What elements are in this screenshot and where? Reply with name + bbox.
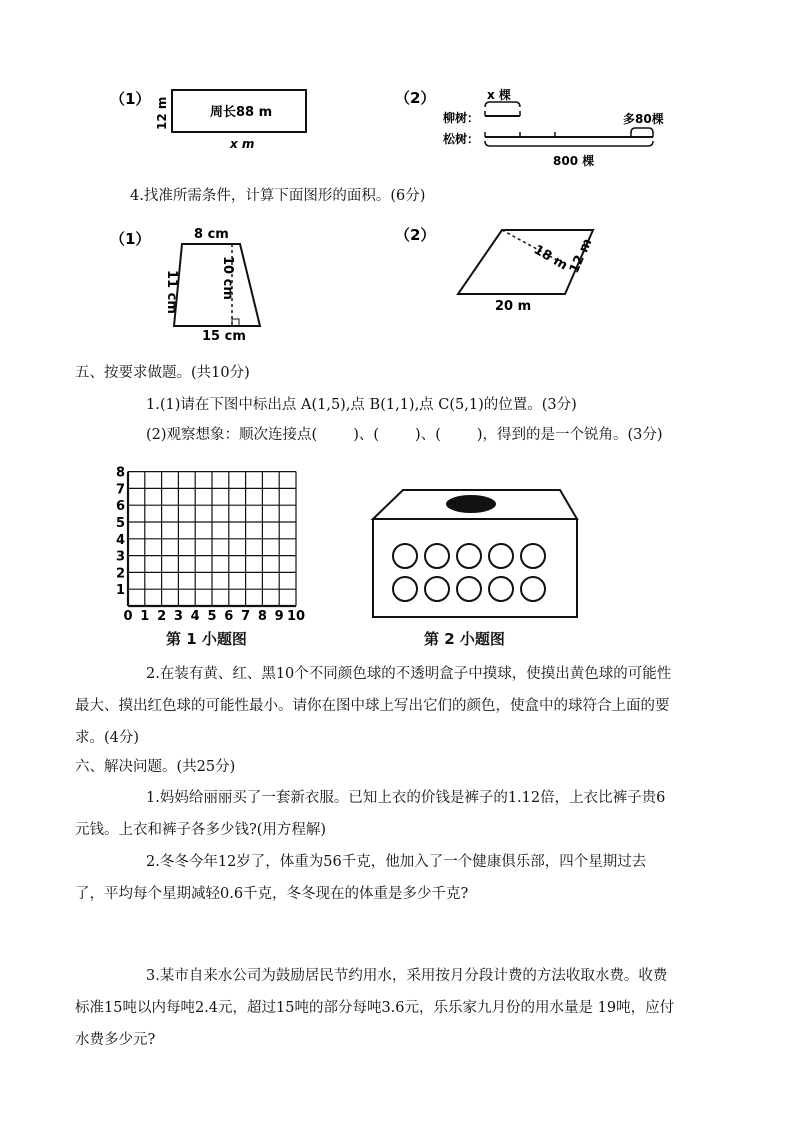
rectangle-width-label: x m: [230, 137, 255, 151]
fig1-label: （1）: [110, 90, 151, 108]
y-tick-label: 3: [115, 549, 125, 565]
section6-title: 六、解决问题。(共25分): [75, 759, 236, 775]
parallelogram-diagonal-label: 18 m: [531, 242, 570, 274]
willow-label: 柳树：: [443, 111, 480, 125]
x-tick-label: 2: [157, 609, 167, 624]
trapezoid-label: （1）: [110, 230, 151, 248]
y-tick-label: 6: [115, 499, 125, 515]
rectangle-height-label: 12 m: [155, 96, 169, 130]
section6-q1: 1.妈妈给丽丽买了一套新衣服。已知上衣的价钱是裤子的1.12倍，上衣比裤子贵6元钱。上衣和裤子各多少钱?(用方程解): [75, 790, 666, 838]
y-tick-label: 5: [115, 516, 125, 531]
tree-line-figure: [395, 85, 675, 175]
trapezoid-figure: [110, 222, 280, 346]
section5-title: 五、按要求做题。(共10分): [75, 365, 250, 381]
section5-q1a: 1.(1)请在下图中标出点 A(1,5),点 B(1,1),点 C(5,1)的位置。(3分): [146, 397, 577, 413]
y-tick-label: 2: [115, 566, 125, 582]
x-tick-label: 3: [173, 609, 183, 624]
fig2-label: （2）: [395, 89, 436, 107]
trapezoid-height-label: 10 cm: [220, 256, 235, 300]
x-tick-label: 8: [257, 609, 267, 624]
section5-q2: 2.在装有黄、红、黑10个不同颜色球的不透明盒子中摸球，使摸出黄色球的可能性最大、摸出红色球的可能性最小。请你在图中球上写出它们的颜色，使盒中的球符合上面的要求。(4分): [75, 666, 672, 746]
trapezoid-left-label: 11 cm: [164, 270, 179, 314]
x-tick-label: 9: [274, 609, 284, 624]
box-opening: [446, 495, 496, 513]
trapezoid-shape: [174, 244, 260, 326]
more-label: 多80棵: [623, 112, 664, 126]
section6-q3: 3.某市自来水公司为鼓励居民节约用水，采用按月分段计费的方法收取水费。收费标准15吨以内每吨2.4元，超过15吨的部分每吨3.6元，乐乐家九月份的用水量是 19吨，应付水费多少元?: [75, 968, 675, 1048]
parallelogram-side-label: 12 m: [566, 236, 596, 276]
x-tick-label: 10: [286, 609, 306, 624]
parallelogram-label: （2）: [395, 226, 436, 244]
section5-q1b: (2)观察想象：顺次连接点( )、( )、( )，得到的是一个锐角。(3分): [146, 427, 663, 443]
x-tick-label: 6: [224, 609, 234, 624]
rectangle-perimeter-text: 周长88 m: [210, 105, 273, 120]
rectangle-figure: [110, 82, 320, 154]
grid-caption: 第 1 小题图: [166, 630, 247, 648]
coordinate-grid: [112, 456, 312, 656]
trapezoid-top-label: 8 cm: [194, 227, 229, 242]
parallelogram-base-label: 20 m: [495, 299, 532, 314]
y-tick-label: 4: [115, 532, 125, 548]
y-tick-label: 8: [115, 465, 125, 481]
y-tick-label: 7: [115, 482, 125, 498]
x-tick-label: 7: [241, 609, 251, 624]
parallelogram-figure: [395, 222, 615, 322]
x-tick-label: 1: [140, 609, 150, 624]
section6-q2: 2.冬冬今年12岁了，体重为56千克，他加入了一个健康俱乐部，四个星期过去了，平均每个星期减轻0.6千克，冬冬现在的体重是多少千克?: [75, 854, 647, 902]
x-tick-label: 0: [123, 609, 133, 624]
pine-label: 松树：: [443, 132, 480, 146]
pine-total-label: 800 棵: [553, 154, 595, 168]
willow-count-label: x 棵: [487, 88, 511, 102]
x-tick-label: 4: [190, 609, 200, 624]
y-tick-label: 1: [115, 583, 125, 599]
ball-box-figure: [365, 485, 585, 625]
q4-text: 4.找准所需条件，计算下面图形的面积。(6分): [130, 188, 426, 204]
x-tick-label: 5: [207, 609, 217, 624]
trapezoid-bottom-label: 15 cm: [202, 329, 246, 344]
box-caption: 第 2 小题图: [424, 630, 505, 648]
